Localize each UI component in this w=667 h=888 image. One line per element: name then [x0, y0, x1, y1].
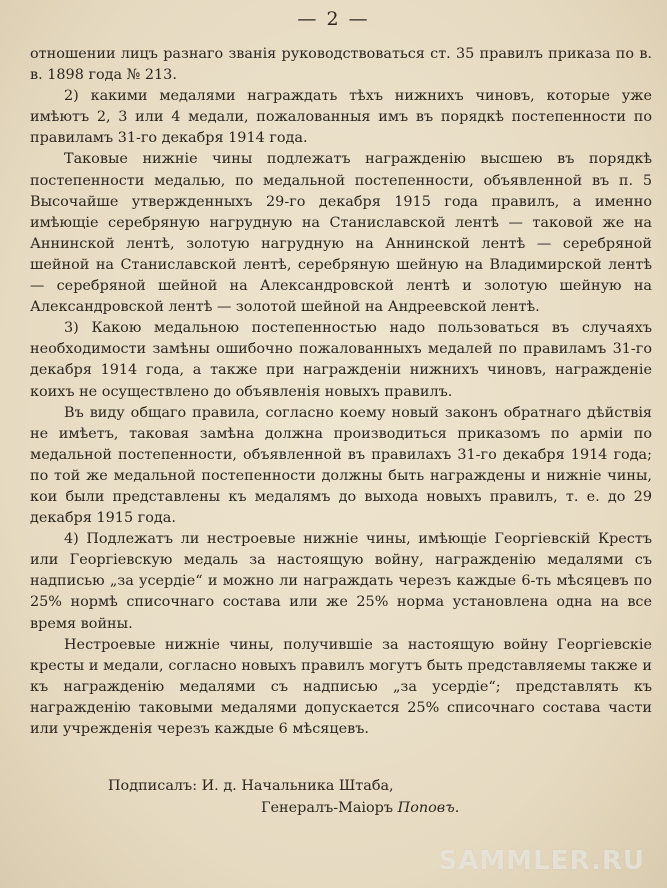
- paragraph: Нестроевые нижніе чины, получившіе за настоящую войну Георгіевскіе кресты и медали, согласно новыхъ правилъ могутъ быть представляемы также и къ награжденію медалями съ надписью „за усердіе“; представлять къ награжденію таковыми медалями допускается 25% списочнаго состава части или учрежденія черезъ каждые 6 мѣсяцевъ.: [30, 636, 652, 737]
- signature-line-1: Подписалъ: И. д. Начальника Штаба,: [108, 778, 394, 794]
- paragraph: Въ виду общаго правила, согласно коему новый законъ обратнаго дѣйствія не имѣетъ, таковая замѣна должна производиться приказомъ по арміи по медальной постепенности, объявленной въ правилахъ 31-го декабря 1914 года; по той же медальной постепенности должны быть награждены и нижніе чины, кои были представлены къ медалямъ до выхода новыхъ правилъ, т. е. до 29 декабря 1915 года.: [30, 404, 652, 527]
- paragraph: 3) Какою медальною постепенностью надо пользоваться въ случаяхъ необходимости замѣны ошибочно пожалованныхъ медалей по правиламъ 31-го декабря 1914 года, а также при награжденіи нижнихъ чиновъ, награжденіе коихъ не осуществлено до объявленія новыхъ правилъ.: [30, 320, 652, 400]
- body-text: [30, 44, 652, 740]
- page-number: — 2 —: [297, 8, 370, 30]
- paragraph: отношении лицъ разнаго званія руководствоваться ст. 35 правилъ приказа по в. в. 1898 года № 213.: [30, 46, 652, 84]
- signature-name: Поповъ.: [397, 800, 460, 816]
- watermark: SAMMLER.RU: [438, 846, 645, 876]
- signature-rank: Генералъ-Маіоръ: [261, 800, 394, 816]
- paragraph: Таковые нижніе чины подлежатъ награжденію высшею въ порядкѣ постепенности медалью, по медальной постепенности, объявленной въ п. 5 Высочайше утвержденныхъ 29-го декабря 1915 года правилъ, а именно имѣющіе серебряную нагрудную на Станиславской лентѣ — таковой же на Аннинской лентѣ, золотую нагрудную на Аннинской лентѣ — серебряной шейной на Станиславской лентѣ, серебряную шейную на Владимирской лентѣ — серебряной шейной на Александровской лентѣ и золотую шейную на Александровской лентѣ — золотой шейной на Андреевской лентѣ.: [30, 151, 652, 316]
- paragraph: 4) Подлежатъ ли нестроевые нижніе чины, имѣющіе Георгіевскій Крестъ или Георгіевскую медаль за настоящую войну, награжденію медалями съ надписью „за усердіе“ и можно ли награждать черезъ каждые 6-ть мѣсяцевъ по 25% нормѣ списочнаго состава или же 25% норма установлена одна на все время войны.: [30, 531, 652, 632]
- signature-line-2: [261, 797, 459, 819]
- signature-block: [108, 775, 459, 819]
- paragraph: 2) какими медалями награждать тѣхъ нижнихъ чиновъ, которые уже имѣютъ 2, 3 или 4 медали, пожалованныя имъ въ порядкѣ постепенности по правиламъ 31-го декабря 1914 года.: [30, 88, 652, 147]
